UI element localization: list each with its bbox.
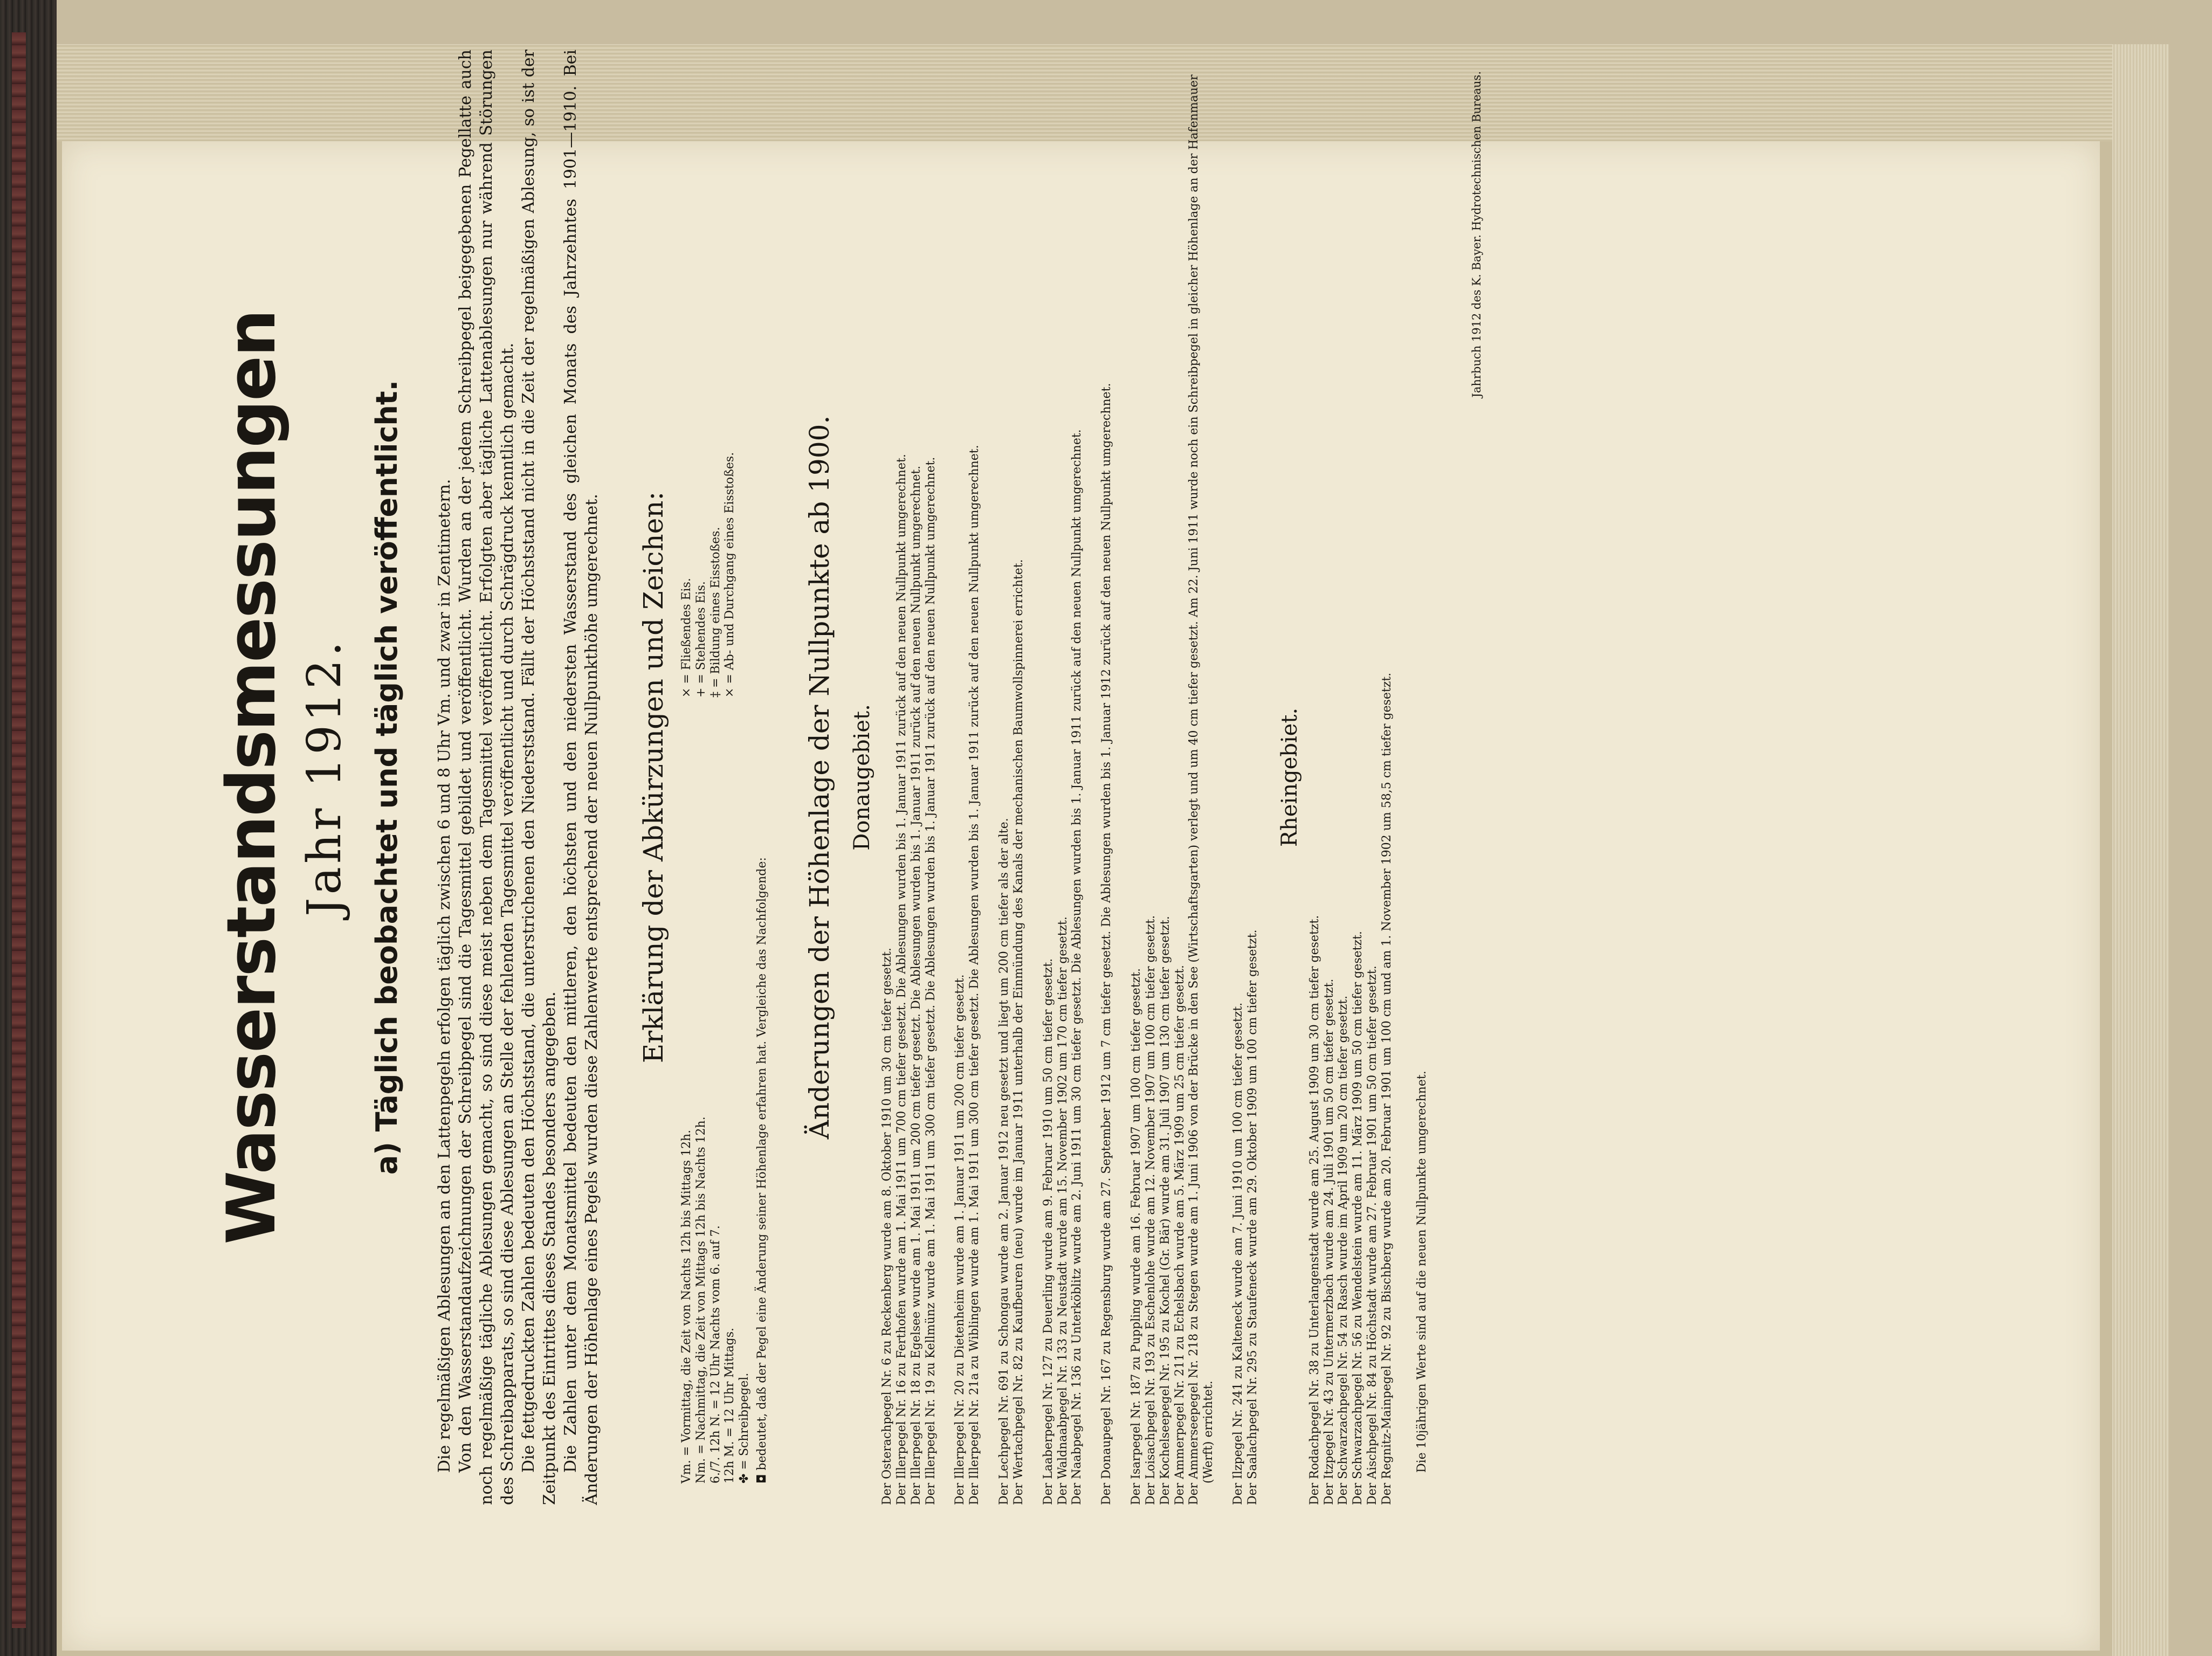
abbreviations-list (680, 50, 768, 1505)
list-item: Der Illerpegel Nr. 16 zu Ferthofen wurde am 1. Mai 1911 um 700 cm tiefer gesetzt. Die Ablesungen wurden bis 1. Januar 1911 zurück auf den neuen Nullpunkt umgerechnet. (894, 454, 908, 1505)
page-fore-edges (2112, 44, 2169, 1656)
list-item: Der Osterachpegel Nr. 6 zu Reckenberg wurde am 8. Oktober 1910 um 30 cm tiefer gesetzt. (880, 948, 894, 1505)
rotated-page-content (213, 50, 2116, 1505)
list-item: Der Ilzpegel Nr. 241 zu Kalteneck wurde am 7. Juni 1910 um 100 cm tiefer gesetzt. (1231, 1002, 1245, 1505)
list-item: Der Kochelseepegel Nr. 195 zu Kochel (Gr. Bär) wurde am 31. Juli 1907 um 130 cm tiefer gesetzt. (1158, 916, 1172, 1505)
rhein-heading: Rheingebiet. (1277, 707, 1302, 847)
abbr-item: 12h M. = 12 Uhr Mittags. (723, 1327, 737, 1484)
list-item: Der Isarpegel Nr. 187 zu Puppling wurde am 16. Februar 1907 um 100 cm tiefer gesetzt. (1129, 968, 1143, 1505)
abbr-item-schreibpegel (738, 748, 752, 1505)
page-title: Wasserstandsmessungen (213, 310, 291, 1245)
list-item: Der Schwarzachpegel Nr. 56 zu Wendelstein wurde am 11. März 1909 um 50 cm tiefer gesetzt. (1351, 931, 1365, 1505)
section-a-heading: a) Täglich beobachtet und täglich veröffentlicht. (370, 380, 404, 1175)
list-item: Der Laaberpegel Nr. 127 zu Deuerling wurde am 9. Februar 1910 um 50 cm tiefer gesetzt. (1041, 958, 1055, 1505)
footnote: Die 10jährigen Werte sind auf die neuen Nullpunkte umgerechnet. (1415, 1071, 1429, 1473)
book-page (62, 50, 2100, 1651)
abbreviations-left (680, 748, 752, 1505)
abbreviations-heading: Erklärung der Abkürzungen und Zeichen: (638, 491, 669, 1064)
list-item: Der Illerpegel Nr. 20 zu Dietenheim wurde am 1. Januar 1911 um 200 cm tiefer gesetzt. (953, 974, 967, 1505)
abbr-item: 6./7. 12h N. = 12 Uhr Nachts vom 6. auf 7. (708, 1225, 722, 1484)
list-item: Der Rodachpegel Nr. 38 zu Unterlangenstadt wurde am 25. August 1909 um 30 cm tiefer gesetzt. (1307, 915, 1321, 1505)
list-item: Der Loisachpegel Nr. 193 zu Eschenlohe wurde am 12. November 1907 um 100 cm tiefer gesetzt. (1143, 915, 1157, 1505)
list-item: Der Illerpegel Nr. 21a zu Wiblingen wurde am 1. Mai 1911 um 300 cm tiefer gesetzt. Die Ablesungen wurden bis 1. Januar 1911 zurück auf den neuen Nullpunkt umgerechnet. (968, 445, 982, 1505)
list-item: Der Lechpegel Nr. 691 zu Schongau wurde am 2. Januar 1912 neu gesetzt und liegt um 200 cm tiefer als der alte. (997, 818, 1011, 1505)
list-item: Der Naabpegel Nr. 136 zu Unterköblitz wurde am 2. Juni 1911 um 30 cm tiefer gesetzt. Die Ablesungen wurden bis 1. Januar 1911 zurück auf den neuen Nullpunkt umgerechnet. (1070, 429, 1084, 1505)
list-item: Der Schwarzachpegel Nr. 54 zu Rasch wurde im April 1909 um 20 cm tiefer gesetzt. (1336, 995, 1350, 1505)
list-item: Der Aischpegel Nr. 84 zu Höchstadt wurde am 27. Februar 1901 um 50 cm tiefer gesetzt. (1366, 965, 1380, 1505)
book-spine (0, 0, 57, 1656)
list-item: Der Itzpegel Nr. 43 zu Untermerzbach wurde am 24. Juli 1901 um 50 cm tiefer gesetzt. (1322, 978, 1336, 1505)
list-item: Der Donaupegel Nr. 167 zu Regensburg wurde am 27. September 1912 um 7 cm tiefer gesetzt. Die Ablesungen wurden bis 1. Januar 1912 zurück auf den neuen Nullpunkt umgerechnet. (1100, 383, 1114, 1505)
donau-heading: Donaugebiet. (850, 704, 875, 851)
abbr-item: ‡ = Bildung eines Eisstoßes. (708, 527, 722, 698)
square-marker-icon: ◘ (755, 1474, 769, 1484)
abbreviations-right (680, 50, 752, 719)
abbr-item: Nm. = Nachmittag, die Zeit von Mittags 12h bis Nachts 12h. (694, 1116, 708, 1484)
list-item: Der Illerpegel Nr. 18 zu Egelsee wurde am 1. Mai 1911 um 200 cm tiefer gesetzt. Die Ablesungen wurden bis 1. Januar 1911 zurück auf den neuen Nullpunkt umgerechnet. (909, 465, 923, 1505)
spine-marbled-edge (12, 32, 26, 1628)
list-item: Der Saalachpegel Nr. 295 zu Staufeneck wurde am 29. Oktober 1909 um 100 cm tiefer gesetzt. (1245, 929, 1259, 1505)
abbr-note-text: bedeutet, daß der Pegel eine Änderung seiner Höhenlage erfahren hat. Vergleiche das Nachfolgende: (755, 857, 769, 1471)
abbr-item: + = Stehendes Eis. (694, 581, 708, 698)
rhein-entries (1308, 50, 1395, 1505)
list-item: Der Regnitz-Mainpegel Nr. 92 zu Bischberg wurde am 20. Februar 1901 um 100 cm und am 1. November 1902 um 58,5 cm tiefer gesetzt. (1380, 672, 1394, 1505)
abbr-item: × = Ab- und Durchgang eines Eisstoßes. (723, 452, 737, 698)
abbr-note (756, 50, 768, 1505)
publication-credit: Jahrbuch 1912 des K. Bayer. Hydrotechnischen Bureaus. (1470, 71, 1483, 398)
intro-paragraph-4: Die Zahlen unter dem Monatsmittel bedeuten den mittleren, den höchsten und den niedersten Wasserstand des gleichen Monats des Jahrzehntes 1901—1910. Bei Änderungen der Höhenlage eines Pegels wurden diese Zahlenwerte entsprechend der neuen Nullpunkthöhe umgerechnet. (561, 50, 601, 1505)
changes-heading: Änderungen der Höhenlage der Nullpunkte ab 1900. (804, 415, 836, 1140)
page-year: Jahr 1912. (298, 638, 352, 916)
abbr-item: Vm. = Vormittag, die Zeit von Nachts 12h bis Mittags 12h. (680, 1129, 693, 1484)
intro-paragraph-3: Die fettgedruckten Zahlen bedeuten den Höchststand, die unterstrichenen den Niederststand. Fällt der Höchststand nicht in die Zeit der regelmäßigen Ablesung, so ist der Zeitpunkt des Eintrittes dieses Standes besonders angegeben. (519, 50, 559, 1505)
list-item: Der Wertachpegel Nr. 82 zu Kaufbeuren (neu) wurde im Januar 1911 unterhalb der Einmündung des Kanals der mechanischen Baumwollspinnerei errichtet. (1011, 559, 1025, 1505)
list-item: Der Ammerpegel Nr. 211 zu Echelsbach wurde am 5. März 1909 um 25 cm tiefer gesetzt. (1173, 965, 1187, 1505)
abbr-item: × = Fließendes Eis. (680, 578, 693, 698)
intro-paragraph-2: Von den Wasserstandaufzeichnungen der Schreibpegel sind die Tagesmittel gebildet und veröffentlicht. Wurden an der jedem Schreibpegel beigegebenen Pegellatte auch noch regelmäßige tägliche Ablesungen gemacht, so sind diese meist neben dem Tagesmittel veröffentlicht. Erfolgten aber tägliche Lattenablesungen nur während Störungen des Schreibapparats, so sind diese Ablesungen an Stelle der fehlenden Tagesmittel veröffentlicht und durch Schrägdruck kenntlich gemacht. (456, 50, 517, 1505)
schreibpegel-symbol-icon: ✤ (738, 1473, 752, 1484)
list-item: Der Ammerseepegel Nr. 218 zu Stegen wurde am 1. Juni 1906 von der Brücke in den See (Wirtschaftsgarten) verlegt und um 40 cm tiefer gesetzt. Am 22. Juni 1911 wurde noch ein Schreibpegel in gleicher Höhenlage an der Hafenmauer (Werft) errichtet. (1187, 74, 1216, 1505)
list-item: Der Illerpegel Nr. 19 zu Kellmünz wurde am 1. Mai 1911 um 300 cm tiefer gesetzt. Die Ablesungen wurden bis 1. Januar 1911 zurück auf den neuen Nullpunkt umgerechnet. (924, 457, 938, 1505)
donau-entries (880, 50, 1260, 1505)
abbr-item-text: = Schreibpegel. (738, 1372, 752, 1470)
list-item: Der Waldnaabpegel Nr. 133 zu Neustadt wurde am 15. November 1902 um 170 cm tiefer gesetzt. (1056, 916, 1070, 1505)
intro-paragraph-1: Die regelmäßigen Ablesungen an den Lattenpegeln erfolgen täglich zwischen 6 und 8 Uhr Vm. und zwar in Zentimetern. (435, 479, 454, 1473)
